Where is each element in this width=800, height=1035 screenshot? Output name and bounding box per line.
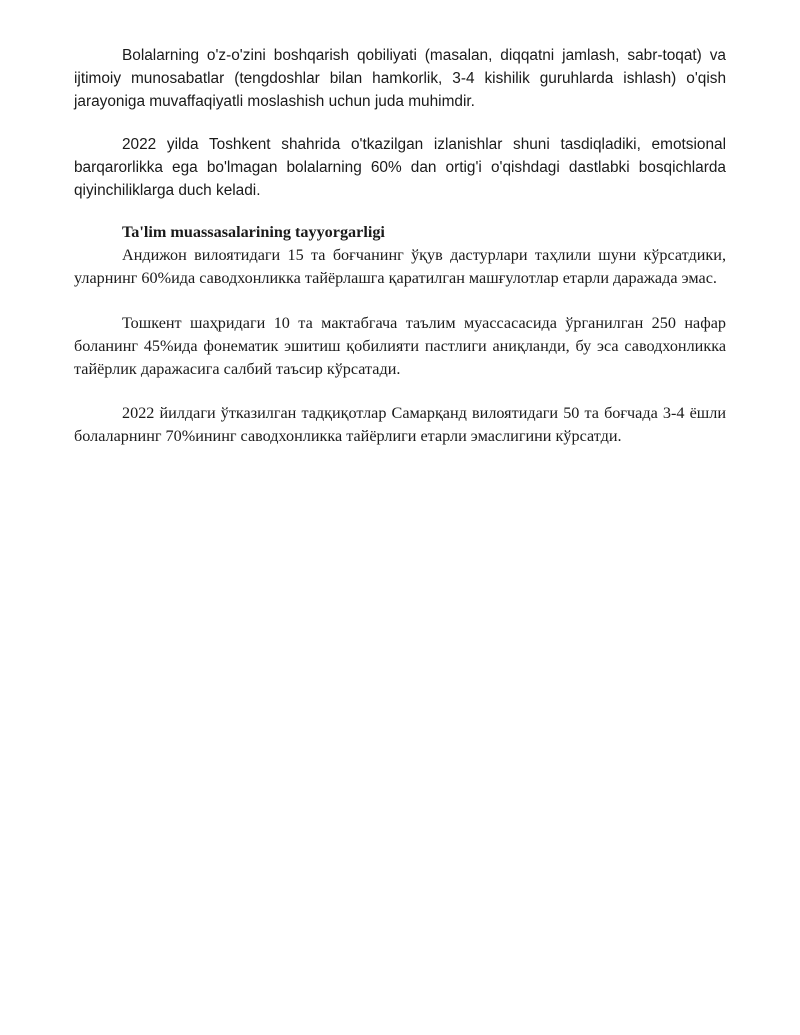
- paragraph-self-regulation: Bolalarning o'z-o'zini boshqarish qobiliyati (masalan, diqqatni jamlash, sabr-toqat) va ijtimoiy munosabatlar (tengdoshlar bilan hamkorlik, 3-4 kishilik guruhlarda ishlash) o'qish jarayoniga muvaffaqiyatli moslashish uchun juda muhimdir.: [74, 47, 726, 111]
- paragraph-samarkand: 2022 йилдаги ўтказилган тадқиқотлар Самарқанд вилоятидаги 50 та боғчада 3-4 ёшли болаларнинг 70%ининг саводхонликка тайёрлиги етарли эмаслигини кўрсатди.: [74, 404, 726, 446]
- document-body: [74, 44, 726, 449]
- paragraph-andijan: Андижон вилоятидаги 15 та боғчанинг ўқув дастурлари таҳлили шуни кўрсатдики, уларнинг 60%ида саводхонликка тайёрлашга қаратилган машғулотлар етарли даражада эмас.: [74, 246, 726, 288]
- paragraph-tashkent-study: 2022 yilda Toshkent shahrida o'tkazilgan izlanishlar shuni tasdiqladiki, emotsional barqarorlikka ega bo'lmagan bolalarning 60% dan ortig'i o'qishdagi dastlabki bosqichlarda qiyinchiliklarga duch keladi.: [74, 135, 726, 200]
- section-heading: Ta'lim muassasalarining tayyorgarligi: [122, 223, 385, 242]
- paragraph-tashkent-preschool: Тошкент шаҳридаги 10 та мактабгача таълим муассасасида ўрганилган 250 нафар боланинг 45%ида фонематик эшитиш қобилияти пастлиги аниқланди, бу эса саводхонликка тайёрлик даражасига салбий таъсир кўрсатади.: [74, 313, 726, 379]
